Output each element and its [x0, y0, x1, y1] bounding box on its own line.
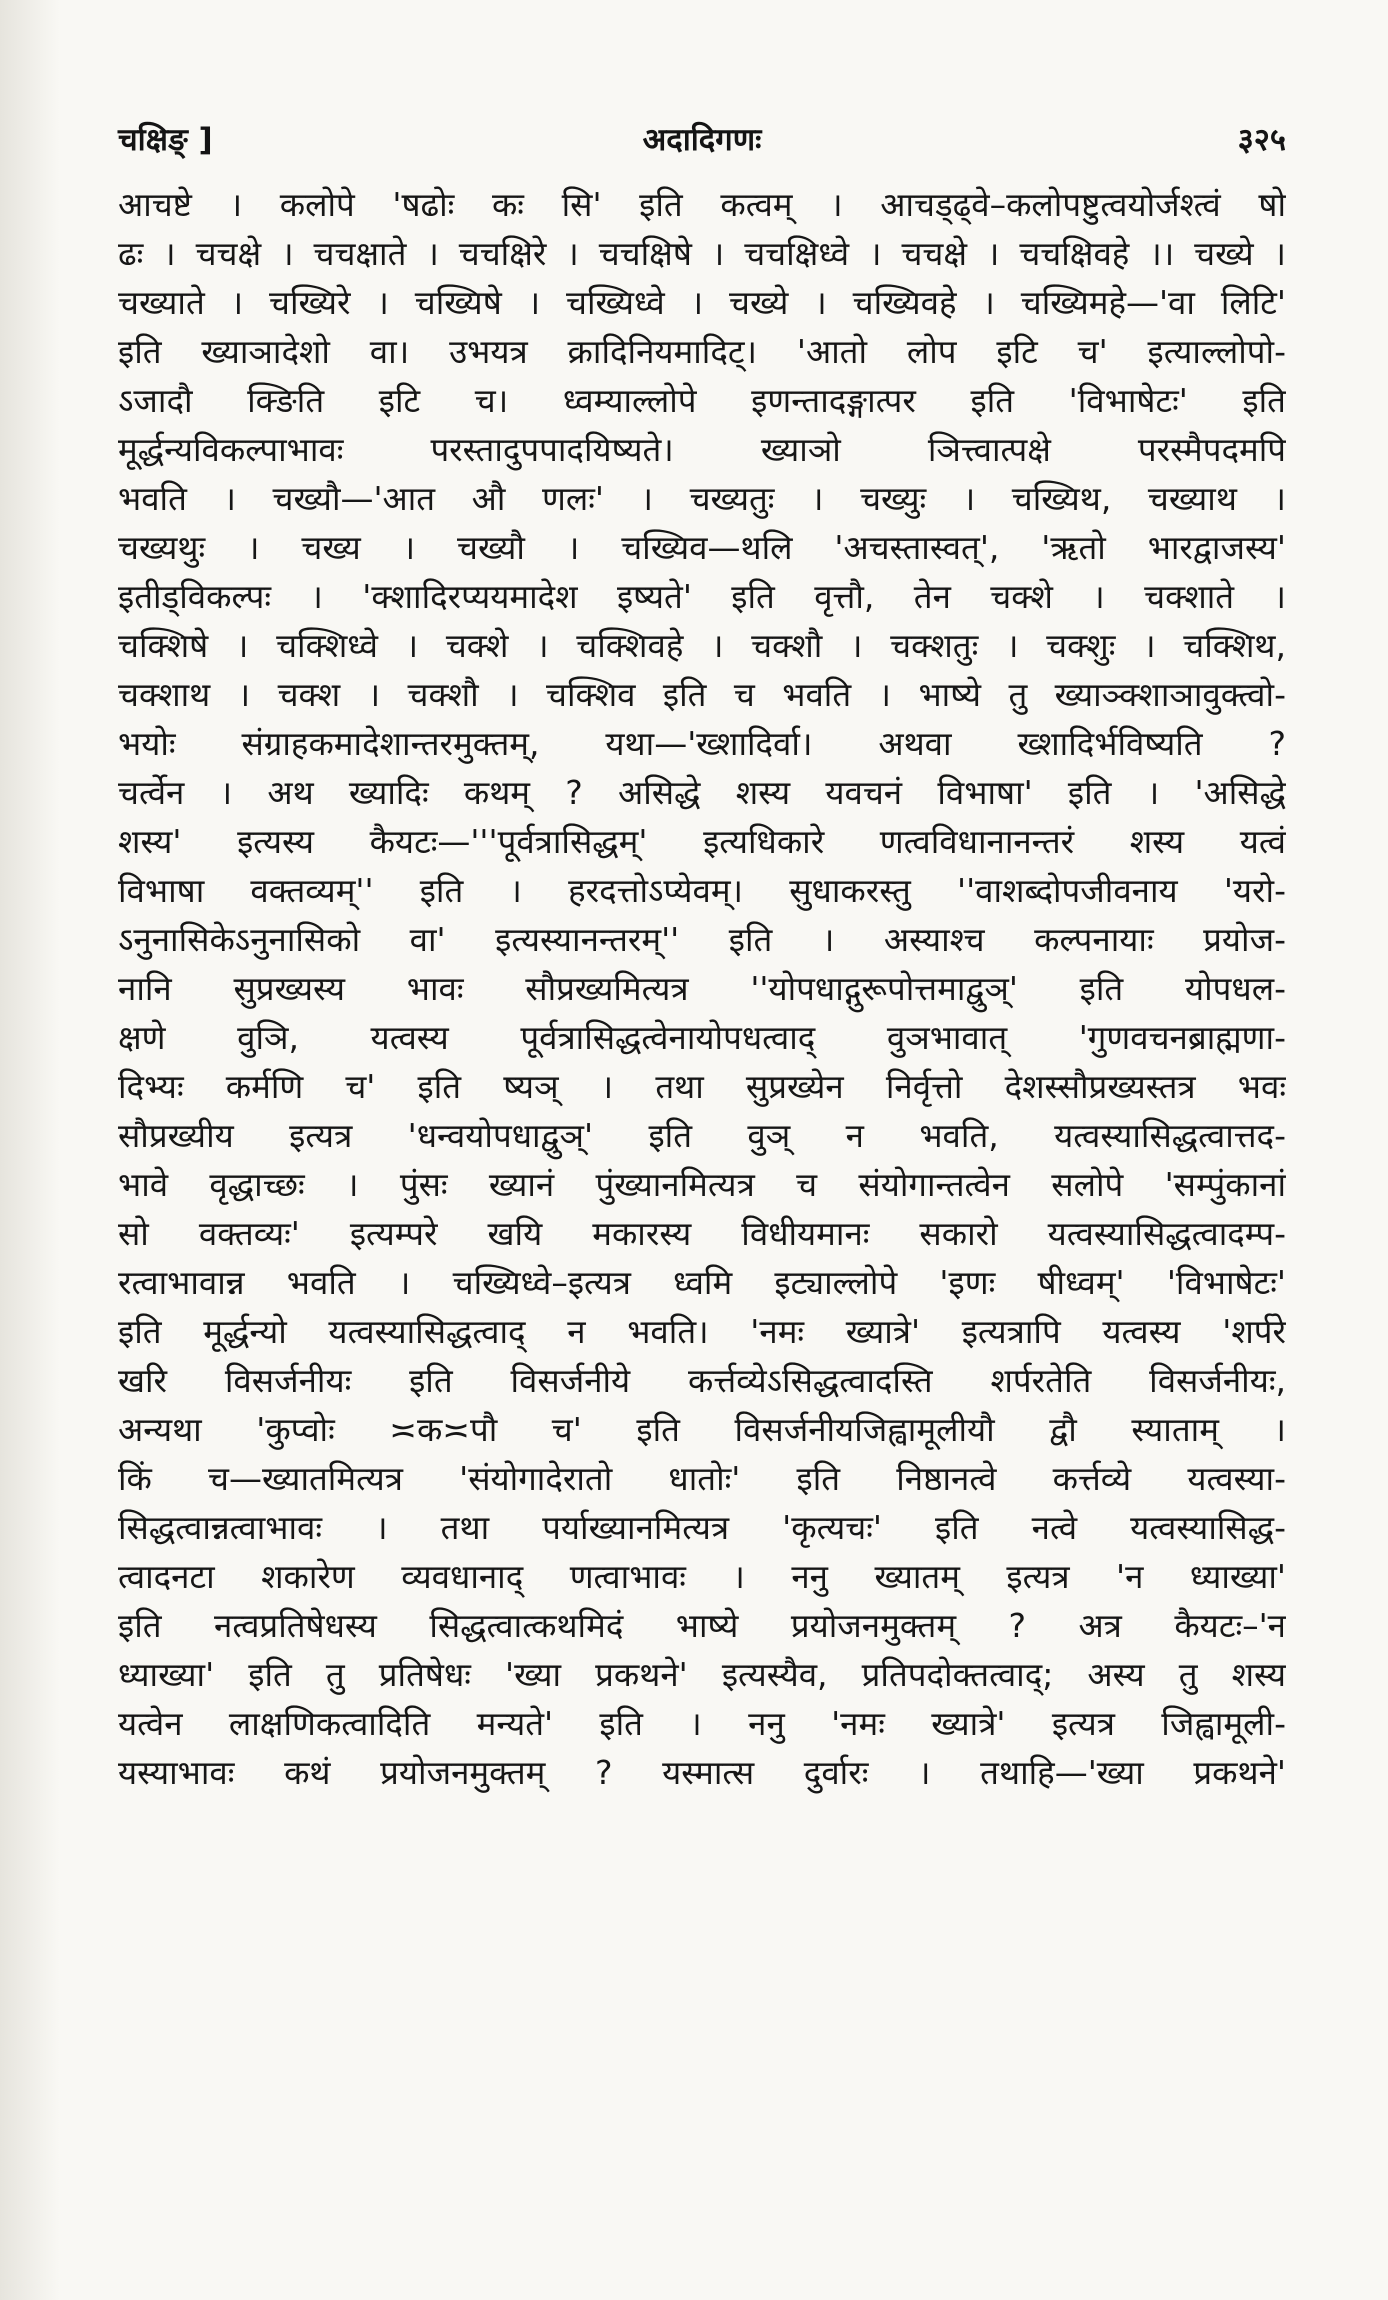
text-line: इतीड्विकल्पः । 'क्शादिरप्ययमादेश इष्यते' इति वृत्तौ, तेन चक्शे । चक्शाते ।: [118, 577, 1286, 616]
text-line: त्वादनटा शकारेण व्यवधानाद् णत्वाभावः । ननु ख्यातम् इत्यत्र 'न ध्याख्या': [118, 1557, 1286, 1596]
text-line: सौप्रख्यीय इत्यत्र 'धन्वयोपधाद्वुञ्' इति वुञ् न भवति, यत्वस्यासिद्धत्वात्तद-: [118, 1116, 1286, 1155]
text-line: मूर्द्धन्यविकल्पाभावः परस्तादुपपादयिष्यते। ख्याञो ञित्त्वात्पक्षे परस्मैपदमपि: [118, 430, 1286, 469]
page-number: ३२५: [1237, 122, 1286, 158]
text-line: क्षणे वुञि, यत्वस्य पूर्वत्रासिद्धत्वेनायोपधत्वाद् वुञभावात् 'गुणवचनब्राह्मणा-: [118, 1018, 1286, 1057]
text-line: इति नत्वप्रतिषेधस्य सिद्धत्वात्कथमिदं भाष्ये प्रयोजनमुक्तम् ? अत्र कैयटः–'न: [118, 1606, 1286, 1645]
text-line: ढः । चचक्षे । चचक्षाते । चचक्षिरे । चचक्षिषे । चचक्षिध्वे । चचक्षे । चचक्षिवहे ।। चख्ये ।: [118, 234, 1286, 273]
text-line: अन्यथा 'कुप्वोः ≍क≍पौ च' इति विसर्जनीयजिह्वामूलीयौ द्वौ स्याताम् ।: [118, 1410, 1286, 1449]
text-line: भवति । चख्यौ—'आत औ णलः' । चख्यतुः । चख्युः । चख्यिथ, चख्याथ ।: [118, 479, 1286, 518]
text-line: विभाषा वक्तव्यम्'' इति । हरदत्तोऽप्येवम्। सुधाकरस्तु ''वाशब्दोपजीवनाय 'यरो-: [118, 871, 1286, 910]
text-line: ऽजादौ क्ङिति इटि च। ध्वम्याल्लोपे इणन्तादङ्गात्पर इति 'विभाषेटः' इति: [118, 381, 1286, 420]
text-line: भावे वृद्धाच्छः । पुंसः ख्यानं पुंख्यानमित्यत्र च संयोगान्तत्वेन सलोपे 'सम्पुंकानां: [118, 1165, 1286, 1204]
text-line: दिभ्यः कर्मणि च' इति ष्यञ् । तथा सुप्रख्येन निर्वृत्तो देशस्सौप्रख्यस्तत्र भवः: [118, 1067, 1286, 1106]
text-line: चक्शाथ । चक्श । चक्शौ । चक्शिव इति च भवति । भाष्ये तु ख्याञ्क्शाञावुक्त्वो-: [118, 675, 1286, 714]
text-line: सो वक्तव्यः' इत्यम्परे खयि मकारस्य विधीयमानः सकारो यत्वस्यासिद्धत्वादम्प-: [118, 1214, 1286, 1253]
text-line: रत्वाभावान्न भवति । चख्यिध्वे–इत्यत्र ध्वमि इट्याल्लोपे 'इणः षीध्वम्' 'विभाषेटः': [118, 1263, 1286, 1302]
text-line: चख्यथुः । चख्य । चख्यौ । चख्यिव—थलि 'अचस्तास्वत्', 'ऋतो भारद्वाजस्य': [118, 528, 1286, 567]
text-line: आचष्टे । कलोपे 'षढोः कः सि' इति कत्वम् । आचड्ढ्वे–कलोपष्टुत्वयोर्जश्त्वं षो: [118, 185, 1286, 224]
text-line: किं च—ख्यातमित्यत्र 'संयोगादेरातो धातोः' इति निष्ठानत्वे कर्त्तव्ये यत्वस्या-: [118, 1459, 1286, 1498]
text-line: सिद्धत्वान्नत्वाभावः । तथा पर्याख्यानमित्यत्र 'कृत्यचः' इति नत्वे यत्वस्यासिद्ध-: [118, 1508, 1286, 1547]
text-line: यस्याभावः कथं प्रयोजनमुक्तम् ? यस्मात्स दुर्वारः । तथाहि—'ख्या प्रकथने': [118, 1753, 1286, 1792]
text-line: खरि विसर्जनीयः इति विसर्जनीये कर्त्तव्येऽसिद्धत्वादस्ति शर्परतेति विसर्जनीयः,: [118, 1361, 1286, 1400]
scan-shadow: [0, 0, 60, 2300]
text-line: शस्य' इत्यस्य कैयटः—'''पूर्वत्रासिद्धम्' इत्यधिकारे णत्वविधानानन्तरं शस्य यत्वं: [118, 822, 1286, 861]
text-line: चर्त्वेन । अथ ख्यादिः कथम् ? असिद्धे शस्य यवचनं विभाषा' इति । 'असिद्धे: [118, 773, 1286, 812]
text-line: ऽनुनासिकेऽनुनासिको वा' इत्यस्यानन्तरम्'' इति । अस्याश्च कल्पनायाः प्रयोज-: [118, 920, 1286, 959]
text-line: इति मूर्द्धन्यो यत्वस्यासिद्धत्वाद् न भवति। 'नमः ख्यात्रे' इत्यत्रापि यत्वस्य 'शर्परे: [118, 1312, 1286, 1351]
text-line: चख्याते । चख्यिरे । चख्यिषे । चख्यिध्वे । चख्ये । चख्यिवहे । चख्यिमहे—'वा लिटि': [118, 283, 1286, 322]
text-line: इति ख्याञादेशो वा। उभयत्र क्रादिनियमादिट्। 'आतो लोप इटि च' इत्याल्लोपो-: [118, 332, 1286, 371]
running-head: [118, 110, 1286, 164]
commentary-text: [118, 180, 1286, 1797]
text-line: चक्शिषे । चक्शिध्वे । चक्शे । चक्शिवहे । चक्शौ । चक्शतुः । चक्शुः । चक्शिथ,: [118, 626, 1286, 665]
running-head-title: अदादिगणः: [642, 122, 762, 158]
text-line: नानि सुप्रख्यस्य भावः सौप्रख्यमित्यत्र ''योपधाद्गुरूपोत्तमाद्वुञ्' इति योपधल-: [118, 969, 1286, 1008]
text-line: ध्याख्या' इति तु प्रतिषेधः 'ख्या प्रकथने' इत्यस्यैव, प्रतिपदोक्तत्वाद्; अस्य तु शस्य: [118, 1655, 1286, 1694]
running-head-left: चक्षिङ् ]: [118, 122, 213, 158]
text-line: यत्वेन लाक्षणिकत्वादिति मन्यते' इति । ननु 'नमः ख्यात्रे' इत्यत्र जिह्वामूली-: [118, 1704, 1286, 1743]
text-line: भयोः संग्राहकमादेशान्तरमुक्तम्, यथा—'ख्शादिर्वा। अथवा ख्शादिर्भविष्यति ?: [118, 724, 1286, 763]
